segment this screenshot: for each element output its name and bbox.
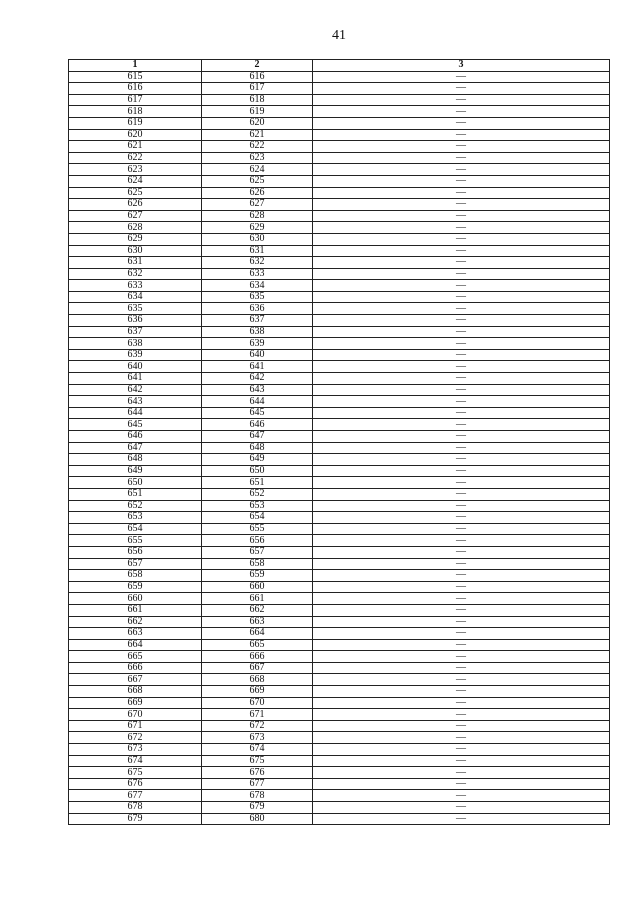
table-row (69, 129, 610, 141)
table-cell-col-1: 647 (69, 442, 202, 454)
table-cell-col-3: — (313, 431, 610, 443)
table-cell-col-2: 674 (202, 744, 313, 756)
table-cell-col-2: 676 (202, 767, 313, 779)
table-cell-col-3: — (313, 315, 610, 327)
table-cell-col-1: 645 (69, 419, 202, 431)
table-cell-col-1: 619 (69, 117, 202, 129)
table-cell-col-3: — (313, 83, 610, 95)
table-row (69, 152, 610, 164)
table-cell-col-2: 629 (202, 222, 313, 234)
table-cell-col-2: 677 (202, 778, 313, 790)
table-cell-col-3: — (313, 465, 610, 477)
table-cell-col-3: — (313, 233, 610, 245)
table-cell-col-3: — (313, 94, 610, 106)
table-row (69, 431, 610, 443)
table-cell-col-1: 641 (69, 373, 202, 385)
table-header (69, 60, 610, 72)
table-cell-col-3: — (313, 210, 610, 222)
table-cell-col-2: 619 (202, 106, 313, 118)
table-cell-col-3: — (313, 280, 610, 292)
table-cell-col-3: — (313, 767, 610, 779)
table-cell-col-1: 673 (69, 744, 202, 756)
table-cell-col-1: 622 (69, 152, 202, 164)
table-cell-col-2: 652 (202, 488, 313, 500)
table-cell-col-3: — (313, 697, 610, 709)
table-cell-col-3: — (313, 674, 610, 686)
table-cell-col-1: 646 (69, 431, 202, 443)
table-row (69, 674, 610, 686)
table-cell-col-2: 630 (202, 233, 313, 245)
table-cell-col-2: 651 (202, 477, 313, 489)
table-cell-col-3: — (313, 535, 610, 547)
table-cell-col-2: 633 (202, 268, 313, 280)
data-table-container (68, 59, 609, 825)
table-cell-col-1: 670 (69, 709, 202, 721)
table-cell-col-2: 616 (202, 71, 313, 83)
table-cell-col-3: — (313, 129, 610, 141)
table-cell-col-1: 616 (69, 83, 202, 95)
table-cell-col-1: 615 (69, 71, 202, 83)
table-cell-col-2: 623 (202, 152, 313, 164)
table-cell-col-3: — (313, 790, 610, 802)
table-cell-col-1: 626 (69, 199, 202, 211)
table-cell-col-3: — (313, 628, 610, 640)
table-cell-col-1: 623 (69, 164, 202, 176)
table-cell-col-2: 626 (202, 187, 313, 199)
table-cell-col-2: 663 (202, 616, 313, 628)
table-row (69, 570, 610, 582)
table-row (69, 512, 610, 524)
table-row (69, 616, 610, 628)
table-cell-col-2: 620 (202, 117, 313, 129)
table-cell-col-3: — (313, 268, 610, 280)
table-cell-col-3: — (313, 106, 610, 118)
table-row (69, 303, 610, 315)
table-cell-col-1: 628 (69, 222, 202, 234)
table-row (69, 419, 610, 431)
table-cell-col-2: 675 (202, 755, 313, 767)
table-cell-col-1: 632 (69, 268, 202, 280)
table-cell-col-2: 645 (202, 407, 313, 419)
table-row (69, 315, 610, 327)
table-row (69, 175, 610, 187)
table-row (69, 488, 610, 500)
table-cell-col-3: — (313, 361, 610, 373)
table-cell-col-3: — (313, 570, 610, 582)
table-cell-col-3: — (313, 326, 610, 338)
table-cell-col-2: 625 (202, 175, 313, 187)
table-cell-col-2: 668 (202, 674, 313, 686)
column-header-3: 3 (313, 60, 610, 72)
table-row (69, 396, 610, 408)
table-cell-col-2: 627 (202, 199, 313, 211)
table-cell-col-1: 638 (69, 338, 202, 350)
table-row (69, 164, 610, 176)
table-row (69, 709, 610, 721)
table-cell-col-1: 656 (69, 546, 202, 558)
table-cell-col-2: 637 (202, 315, 313, 327)
table-cell-col-1: 663 (69, 628, 202, 640)
table-cell-col-1: 634 (69, 291, 202, 303)
table-cell-col-2: 673 (202, 732, 313, 744)
table-cell-col-3: — (313, 732, 610, 744)
table-row (69, 662, 610, 674)
table-cell-col-3: — (313, 558, 610, 570)
table-cell-col-2: 622 (202, 141, 313, 153)
table-row (69, 349, 610, 361)
table-cell-col-1: 678 (69, 802, 202, 814)
table-cell-col-1: 620 (69, 129, 202, 141)
table-cell-col-2: 650 (202, 465, 313, 477)
table-cell-col-2: 666 (202, 651, 313, 663)
table-cell-col-3: — (313, 778, 610, 790)
table-cell-col-2: 624 (202, 164, 313, 176)
table-row (69, 778, 610, 790)
table-cell-col-2: 621 (202, 129, 313, 141)
table-cell-col-1: 662 (69, 616, 202, 628)
table-cell-col-3: — (313, 419, 610, 431)
table-cell-col-3: — (313, 488, 610, 500)
table-cell-col-3: — (313, 604, 610, 616)
table-cell-col-1: 651 (69, 488, 202, 500)
table-cell-col-3: — (313, 813, 610, 825)
table-cell-col-1: 654 (69, 523, 202, 535)
table-row (69, 639, 610, 651)
table-row (69, 790, 610, 802)
table-row (69, 802, 610, 814)
table-cell-col-1: 667 (69, 674, 202, 686)
table-cell-col-3: — (313, 71, 610, 83)
table-cell-col-2: 654 (202, 512, 313, 524)
table-cell-col-3: — (313, 199, 610, 211)
table-cell-col-3: — (313, 384, 610, 396)
table-row (69, 291, 610, 303)
table-cell-col-1: 668 (69, 686, 202, 698)
table-cell-col-3: — (313, 662, 610, 674)
table-cell-col-2: 664 (202, 628, 313, 640)
table-cell-col-2: 639 (202, 338, 313, 350)
table-cell-col-3: — (313, 523, 610, 535)
table-row (69, 454, 610, 466)
table-cell-col-1: 625 (69, 187, 202, 199)
table-cell-col-3: — (313, 581, 610, 593)
table-cell-col-2: 657 (202, 546, 313, 558)
table-row (69, 94, 610, 106)
table-row (69, 442, 610, 454)
table-cell-col-2: 628 (202, 210, 313, 222)
table-cell-col-2: 671 (202, 709, 313, 721)
table-cell-col-1: 621 (69, 141, 202, 153)
table-cell-col-3: — (313, 373, 610, 385)
table-cell-col-3: — (313, 349, 610, 361)
table-cell-col-2: 636 (202, 303, 313, 315)
table-cell-col-3: — (313, 639, 610, 651)
table-cell-col-2: 648 (202, 442, 313, 454)
table-cell-col-2: 638 (202, 326, 313, 338)
table-cell-col-1: 627 (69, 210, 202, 222)
table-cell-col-2: 632 (202, 257, 313, 269)
table-cell-col-2: 635 (202, 291, 313, 303)
table-row (69, 245, 610, 257)
table-row (69, 546, 610, 558)
header-row (69, 60, 610, 72)
table-cell-col-3: — (313, 593, 610, 605)
table-cell-col-3: — (313, 686, 610, 698)
table-cell-col-1: 669 (69, 697, 202, 709)
table-row (69, 651, 610, 663)
table-row (69, 106, 610, 118)
table-cell-col-2: 680 (202, 813, 313, 825)
table-cell-col-1: 639 (69, 349, 202, 361)
table-cell-col-1: 665 (69, 651, 202, 663)
table-cell-col-3: — (313, 396, 610, 408)
table-cell-col-3: — (313, 744, 610, 756)
table-cell-col-1: 635 (69, 303, 202, 315)
table-cell-col-2: 640 (202, 349, 313, 361)
table-cell-col-2: 672 (202, 720, 313, 732)
table-cell-col-3: — (313, 546, 610, 558)
table-cell-col-3: — (313, 616, 610, 628)
table-cell-col-1: 661 (69, 604, 202, 616)
table-cell-col-3: — (313, 164, 610, 176)
table-cell-col-3: — (313, 512, 610, 524)
table-cell-col-1: 642 (69, 384, 202, 396)
table-cell-col-2: 646 (202, 419, 313, 431)
table-row (69, 117, 610, 129)
table-row (69, 199, 610, 211)
table-row (69, 222, 610, 234)
table-cell-col-3: — (313, 152, 610, 164)
table-cell-col-1: 643 (69, 396, 202, 408)
table-cell-col-2: 665 (202, 639, 313, 651)
page-number: 41 (332, 28, 346, 43)
table-cell-col-2: 649 (202, 454, 313, 466)
table-row (69, 71, 610, 83)
table-cell-col-1: 618 (69, 106, 202, 118)
table-row (69, 558, 610, 570)
table-cell-col-1: 675 (69, 767, 202, 779)
table-cell-col-2: 644 (202, 396, 313, 408)
table-cell-col-1: 636 (69, 315, 202, 327)
table-cell-col-1: 624 (69, 175, 202, 187)
table-cell-col-2: 658 (202, 558, 313, 570)
table-cell-col-3: — (313, 175, 610, 187)
table-cell-col-1: 660 (69, 593, 202, 605)
table-row (69, 280, 610, 292)
table-cell-col-2: 653 (202, 500, 313, 512)
table-cell-col-3: — (313, 651, 610, 663)
table-cell-col-1: 671 (69, 720, 202, 732)
table-cell-col-3: — (313, 442, 610, 454)
table-cell-col-2: 669 (202, 686, 313, 698)
table-cell-col-2: 656 (202, 535, 313, 547)
table-row (69, 686, 610, 698)
table-row (69, 477, 610, 489)
table-row (69, 268, 610, 280)
table-cell-col-2: 647 (202, 431, 313, 443)
table-cell-col-3: — (313, 802, 610, 814)
table-cell-col-1: 677 (69, 790, 202, 802)
table-row (69, 83, 610, 95)
table-row (69, 720, 610, 732)
table-row (69, 257, 610, 269)
table-row (69, 767, 610, 779)
table-cell-col-1: 650 (69, 477, 202, 489)
table-cell-col-1: 666 (69, 662, 202, 674)
table-cell-col-3: — (313, 117, 610, 129)
table-row (69, 604, 610, 616)
table-cell-col-2: 667 (202, 662, 313, 674)
table-cell-col-3: — (313, 141, 610, 153)
table-cell-col-2: 659 (202, 570, 313, 582)
table-row (69, 407, 610, 419)
table-cell-col-2: 678 (202, 790, 313, 802)
table-row (69, 697, 610, 709)
table-row (69, 373, 610, 385)
table-cell-col-1: 653 (69, 512, 202, 524)
table-cell-col-1: 633 (69, 280, 202, 292)
table-row (69, 744, 610, 756)
table-row (69, 384, 610, 396)
table-cell-col-2: 617 (202, 83, 313, 95)
table-cell-col-1: 640 (69, 361, 202, 373)
table-cell-col-1: 657 (69, 558, 202, 570)
table-cell-col-2: 642 (202, 373, 313, 385)
table-cell-col-3: — (313, 338, 610, 350)
table-row (69, 755, 610, 767)
table-cell-col-2: 641 (202, 361, 313, 373)
table-row (69, 326, 610, 338)
table-cell-col-1: 679 (69, 813, 202, 825)
table-cell-col-2: 670 (202, 697, 313, 709)
table-cell-col-3: — (313, 720, 610, 732)
table-cell-col-1: 617 (69, 94, 202, 106)
column-header-1: 1 (69, 60, 202, 72)
table-cell-col-1: 664 (69, 639, 202, 651)
table-row (69, 628, 610, 640)
table-cell-col-1: 630 (69, 245, 202, 257)
table-row (69, 593, 610, 605)
table-cell-col-2: 643 (202, 384, 313, 396)
table-row (69, 465, 610, 477)
table-body (69, 71, 610, 825)
table-row (69, 361, 610, 373)
table-row (69, 187, 610, 199)
table-cell-col-3: — (313, 222, 610, 234)
table-cell-col-1: 658 (69, 570, 202, 582)
table-cell-col-1: 652 (69, 500, 202, 512)
table-row (69, 338, 610, 350)
table-cell-col-3: — (313, 187, 610, 199)
table-row (69, 535, 610, 547)
table-row (69, 732, 610, 744)
data-table (68, 59, 610, 825)
table-cell-col-3: — (313, 291, 610, 303)
table-cell-col-3: — (313, 407, 610, 419)
table-cell-col-1: 637 (69, 326, 202, 338)
table-cell-col-2: 662 (202, 604, 313, 616)
table-row (69, 500, 610, 512)
table-cell-col-1: 649 (69, 465, 202, 477)
table-cell-col-2: 679 (202, 802, 313, 814)
table-cell-col-3: — (313, 500, 610, 512)
table-cell-col-1: 644 (69, 407, 202, 419)
table-cell-col-2: 618 (202, 94, 313, 106)
table-cell-col-1: 676 (69, 778, 202, 790)
table-cell-col-2: 655 (202, 523, 313, 535)
table-cell-col-2: 660 (202, 581, 313, 593)
table-cell-col-3: — (313, 454, 610, 466)
table-cell-col-3: — (313, 257, 610, 269)
table-cell-col-3: — (313, 709, 610, 721)
table-cell-col-1: 659 (69, 581, 202, 593)
table-cell-col-1: 674 (69, 755, 202, 767)
table-row (69, 210, 610, 222)
table-row (69, 581, 610, 593)
table-cell-col-1: 672 (69, 732, 202, 744)
table-cell-col-3: — (313, 245, 610, 257)
table-row (69, 523, 610, 535)
table-cell-col-3: — (313, 477, 610, 489)
table-row (69, 813, 610, 825)
table-cell-col-2: 631 (202, 245, 313, 257)
table-cell-col-1: 648 (69, 454, 202, 466)
table-cell-col-3: — (313, 755, 610, 767)
column-header-2: 2 (202, 60, 313, 72)
table-row (69, 233, 610, 245)
table-cell-col-1: 629 (69, 233, 202, 245)
table-cell-col-1: 631 (69, 257, 202, 269)
table-cell-col-2: 661 (202, 593, 313, 605)
table-cell-col-3: — (313, 303, 610, 315)
table-row (69, 141, 610, 153)
table-cell-col-2: 634 (202, 280, 313, 292)
table-cell-col-1: 655 (69, 535, 202, 547)
